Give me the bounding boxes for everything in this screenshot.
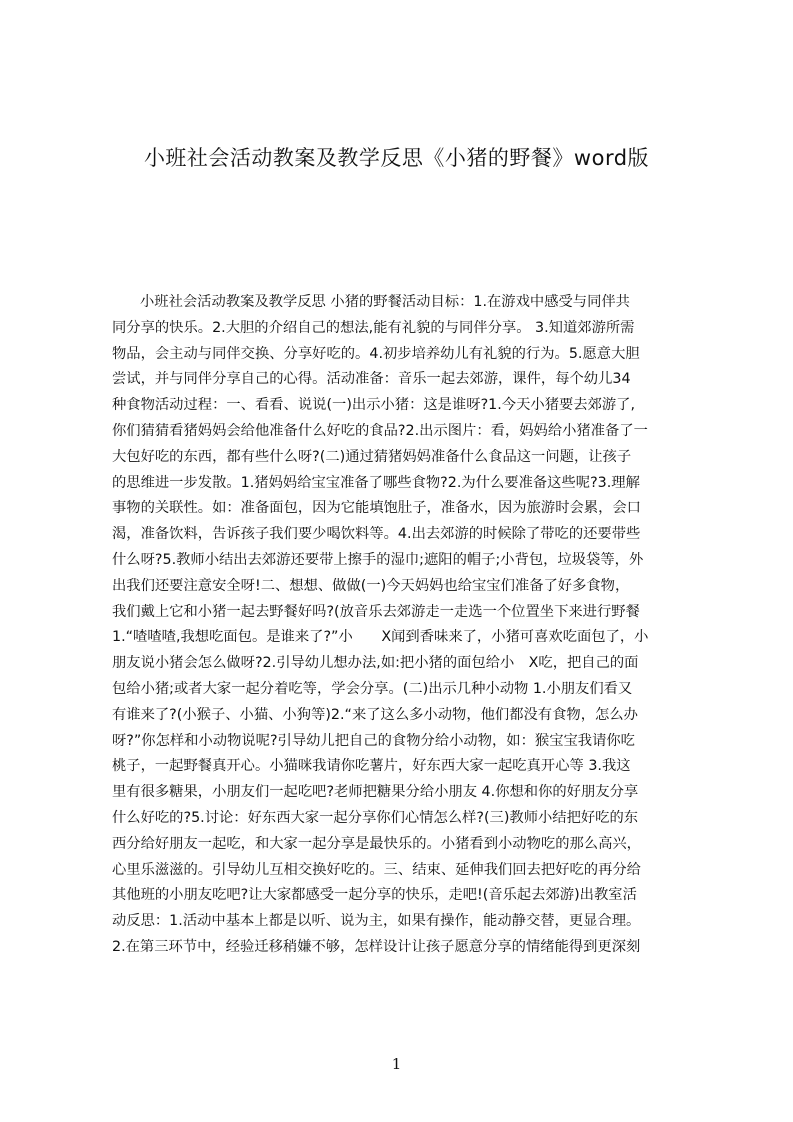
- body-line: 朋友说小猪会怎么做呀?2.引导幼儿想办法,如:把小猪的面包给小 X吃，把自己的面: [112, 655, 639, 672]
- body-line: 呀?”你怎样和小动物说呢?引导幼儿把自己的食物分给小动物，如：猴宝宝我请你吃: [112, 732, 635, 749]
- body-line: 什么好吃的?5.讨论：好东西大家一起分享你们心情怎么样?(三)教师小结把好吃的东: [112, 809, 639, 826]
- body-line: 你们猜猜看猪妈妈会给他准备什么好吃的食品?2.出示图片：看，妈妈给小猪准备了一: [112, 422, 648, 439]
- body-line: 的思维进一步发散。1.猪妈妈给宝宝准备了哪些食物?2.为什么要准备这些呢?3.理解: [112, 474, 640, 491]
- body-line: 小班社会活动教案及教学反思 小猪的野餐活动目标：1.在游戏中感受与同伴共: [140, 294, 630, 310]
- body-line: 种食物活动过程：一、看看、说说(一)出示小猪：这是谁呀?1.今天小猪要去郊游了,: [112, 397, 636, 414]
- body-line: 桃子，一起野餐真开心。小猫咪我请你吃薯片，好东西大家一起吃真开心等 3.我这: [112, 758, 631, 775]
- body-line: 里有很多糖果，小朋友们一起吃吧?老师把糖果分给小朋友 4.你想和你的好朋友分享: [112, 784, 639, 801]
- body-line: 事物的关联性。如：准备面包，因为它能填饱肚子，准备水，因为旅游时会累，会口: [112, 500, 641, 517]
- body-line: 尝试，并与同伴分享自己的心得。活动准备：音乐一起去郊游，课件，每个幼儿34: [112, 371, 631, 388]
- document-title: 小班社会活动教案及教学反思《小猪的野餐》word版: [143, 146, 650, 170]
- body-line: 动反思：1.活动中基本上都是以听、说为主，如果有操作，能动静交替，更显合理。: [112, 913, 641, 930]
- body-line: 什么呀?5.教师小结出去郊游还要带上擦手的湿巾;遮阳的帽子;小背包，垃圾袋等，外: [112, 551, 644, 568]
- body-line: 2.在第三环节中，经验迁移稍嫌不够，怎样设计让孩子愿意分享的情绪能得到更深刻: [112, 938, 641, 955]
- body-text: [112, 290, 698, 961]
- body-line: 其他班的小朋友吃吧?让大家都感受一起分享的快乐，走吧!(音乐起去郊游)出教室活: [112, 887, 637, 904]
- body-line: 物品，会主动与同伴交换、分享好吃的。4.初步培养幼儿有礼貌的行为。5.愿意大胆: [112, 345, 640, 362]
- body-line: 同分享的快乐。2.大胆的介绍自己的想法,能有礼貌的与同伴分享。 3.知道郊游所需: [112, 319, 635, 336]
- body-line: 西分给好朋友一起吃，和大家一起分享是最快乐的。小猪看到小动物吃的那么高兴，: [112, 835, 641, 852]
- body-line: 心里乐滋滋的。引导幼儿互相交换好吃的。三、结束、延伸我们回去把好吃的再分给: [112, 861, 641, 878]
- body-line: 出我们还要注意安全呀!二、想想、做做(一)今天妈妈也给宝宝们准备了好多食物，: [112, 577, 630, 594]
- body-line: 我们戴上它和小猪一起去野餐好吗?(放音乐去郊游走一走选一个位置坐下来进行野餐: [112, 603, 640, 620]
- page-number: 1: [391, 1055, 402, 1073]
- body-line: 包给小猪;或者大家一起分着吃等，学会分享。(二)出示几种小动物 1.小朋友们看又: [112, 680, 633, 697]
- body-line: 有谁来了?(小猴子、小猫、小狗等)2.“来了这么多小动物，他们都没有食物，怎么办: [112, 706, 638, 723]
- body-line: 1.“喳喳喳,我想吃面包。是谁来了?”小 X闻到香味来了，小猪可喜欢吃面包了，小: [112, 629, 649, 646]
- body-line: 渴，准备饮料，告诉孩子我们要少喝饮料等。4.出去郊游的时候除了带吃的还要带些: [112, 526, 641, 543]
- body-line: 大包好吃的东西，都有些什么呀?(二)通过猜猪妈妈准备什么食品这一问题，让孩子: [112, 448, 632, 465]
